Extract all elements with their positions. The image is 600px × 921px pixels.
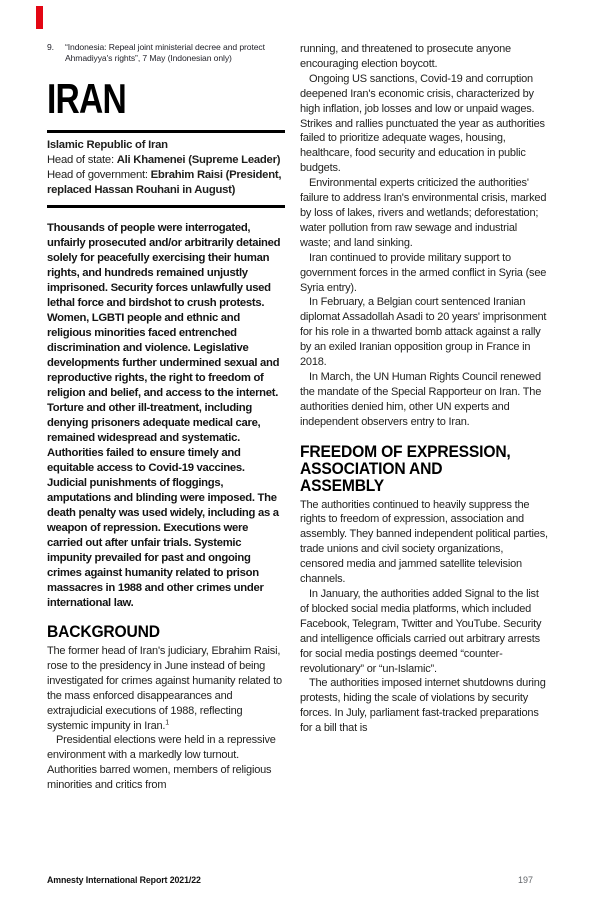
right-paragraphs-top <box>300 42 548 430</box>
head-of-government-line <box>47 168 285 198</box>
paragraph: Iran continued to provide military support to government forces in the armed conflict in Syria (see Syria entry). <box>300 251 547 294</box>
paragraph: The authorities imposed internet shutdowns during protests, hiding the scale of violations by security forces. In July, parliament fast-tracked preparations for a bill that is <box>300 677 546 735</box>
footer-page-number: 197 <box>518 875 534 885</box>
country-official-name: Islamic Republic of Iran <box>47 139 168 151</box>
paragraph: running, and threatened to prosecute anyone encouraging election boycott. <box>300 43 511 70</box>
red-page-tab <box>36 6 43 29</box>
head-of-state-value: Ali Khamenei (Supreme Leader) <box>116 154 281 166</box>
footer-report-title: Amnesty International Report 2021/22 <box>47 875 201 885</box>
paragraph: Environmental experts criticized the authorities' failure to address Iran's environmental crisis, marked by loss of lakes, rivers and wetlands; deforestation; water pollution from raw sewage and industrial waste; and land sinking. <box>300 177 547 249</box>
right-paragraphs-bottom <box>300 498 548 737</box>
paragraph: In March, the UN Human Rights Council renewed the mandate of the Special Rapporteur on Iran. The authorities denied him, other UN experts and independent observers entry to Iran. <box>300 370 542 428</box>
paragraph: In February, a Belgian court sentenced Iranian diplomat Assadollah Asadi to 20 years' imprisonment for his role in a thwarted bomb attack against a rally by an exiled Iranian opposition group in France in 2018. <box>300 296 547 369</box>
footnote-reference-1: 1 <box>165 718 169 726</box>
page-title: IRAN <box>47 75 126 122</box>
footnote <box>47 42 285 64</box>
divider-bottom <box>47 205 285 208</box>
head-of-government-value: Ebrahim Raisi (President, replaced Hassan Rouhani in August) <box>47 169 282 196</box>
footnote-number: 9. <box>47 42 54 52</box>
head-of-state-line <box>47 153 285 168</box>
right-column <box>300 42 548 736</box>
country-info-block <box>47 133 285 205</box>
footnote-text: “Indonesia: Repeal joint ministerial decree and protect Ahmadiyya's rights”, 7 May (Indonesian only) <box>65 42 265 63</box>
summary-paragraph: Thousands of people were interrogated, unfairly prosecuted and/or arbitrarily detained solely for peacefully exercising their human rights, and hundreds remained unjustly imprisoned. Security forces unlawfully used lethal force and birdshot to crush protests. Women, LGBTI people and ethnic and religious minorities faced entrenched discrimination and violence. Legislative developments further undermined sexual and reproductive rights, the right to freedom of religion and belief, and access to the internet. Torture and other ill-treatment, including denying prisoners adequate medical care, remained widespread and systematic. Authorities failed to ensure timely and equitable access to Covid-19 vaccines. Judicial punishments of floggings, amputations and blinding were imposed. The death penalty was used widely, including as a weapon of repression. Executions were carried out after unfair trials. Systemic impunity prevailed for past and ongoing crimes against humanity related to prison massacres in 1988 and other crimes under international law. <box>47 222 281 609</box>
head-of-government-label: Head of government: <box>47 169 151 181</box>
paragraph: In January, the authorities added Signal to the list of blocked social media platforms, which included Facebook, Telegram, Twitter and YouTube. Security and intelligence officials carried out arbitrary arrests for social media postings deemed “counter-revolutionary” or “un-Islamic”. <box>300 588 542 675</box>
head-of-state-label: Head of state: <box>47 154 117 166</box>
paragraph: The authorities continued to heavily suppress the rights to freedom of expression, association and assembly. They banned independent political parties, trade unions and civil society organizations, censored media and jammed satellite television channels. <box>300 498 548 586</box>
freedom-of-expression-heading: FREEDOM OF EXPRESSION, ASSOCIATION AND ASSEMBLY <box>300 441 511 495</box>
paragraph: Ongoing US sanctions, Covid-19 and corruption deepened Iran's economic crisis, characterized by high inflation, job losses and low or unpaid wages. Strikes and rallies punctuated the year as authorities failed to prioritize adequate wages, housing, healthcare, food security and education in public budgets. <box>300 72 545 175</box>
background-paragraph-1-text: The former head of Iran's judiciary, Ebrahim Raisi, rose to the presidency in June instead of being investigated for crimes against humanity related to the mass enforced disappearances and extrajudicial executions of 1988, reflecting systemic impunity in Iran. <box>47 645 282 732</box>
background-paragraph-2: Presidential elections were held in a repressive environment with a markedly low turnout. Authorities barred women, members of religious minorities and critics from <box>47 734 276 792</box>
left-column <box>47 42 285 793</box>
background-paragraph-1 <box>47 644 285 733</box>
background-heading: BACKGROUND <box>47 622 160 641</box>
